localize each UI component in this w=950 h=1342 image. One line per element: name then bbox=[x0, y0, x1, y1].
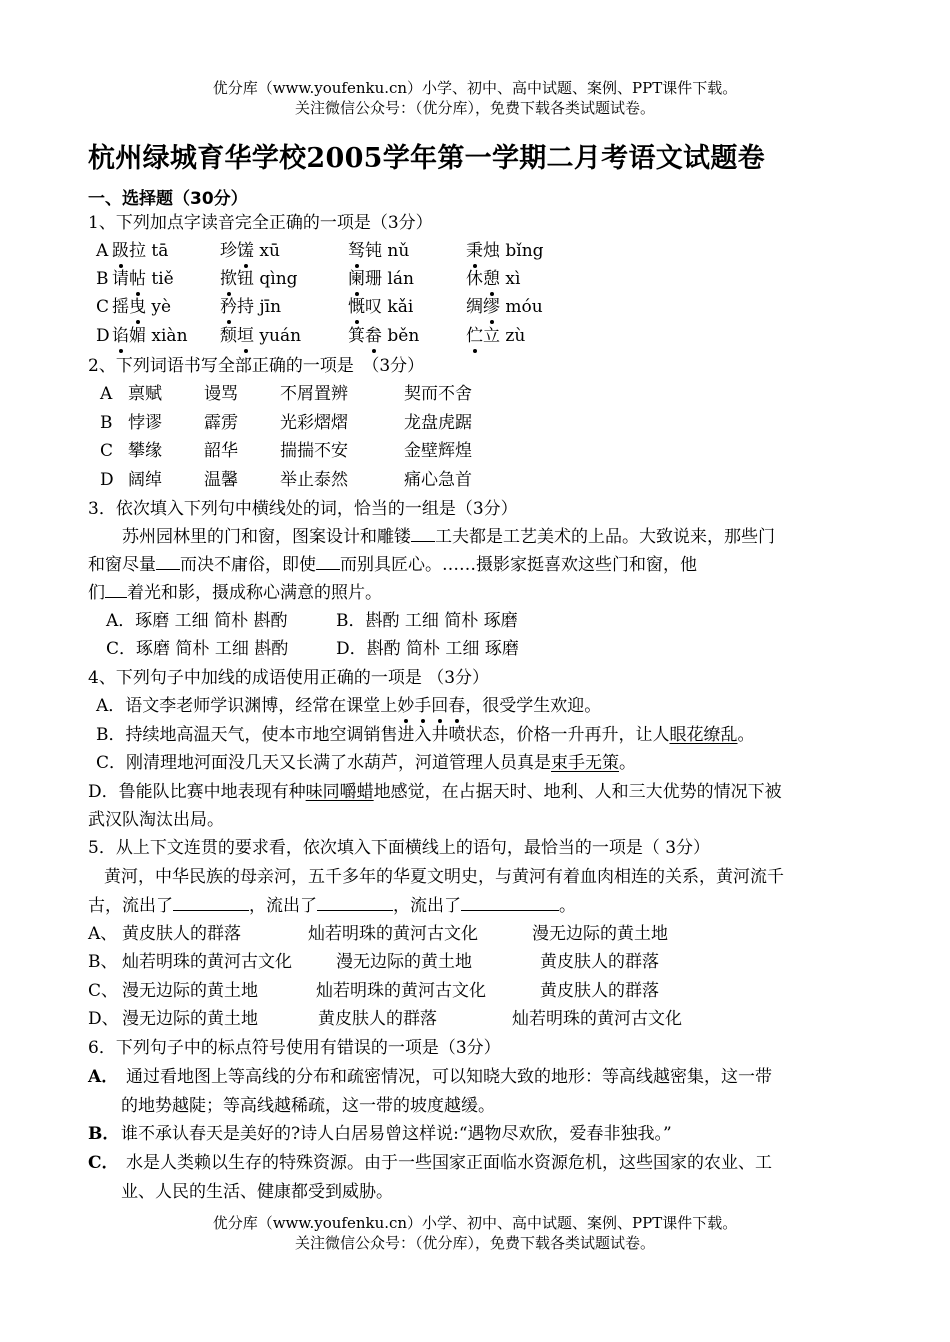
q4-option-a bbox=[96, 692, 601, 720]
q1-option-word bbox=[112, 237, 168, 265]
word-part: 绸 bbox=[466, 297, 483, 317]
q2-option-label: B bbox=[100, 413, 113, 433]
dotted-char: 帖 bbox=[129, 265, 146, 293]
q1-option-label: D bbox=[96, 326, 110, 346]
q4-a-tail: ，很受学生欢迎。 bbox=[465, 696, 602, 716]
q1-option-word bbox=[112, 265, 174, 293]
word-part: xū bbox=[254, 241, 280, 261]
word-part: 立 zù bbox=[483, 326, 526, 346]
dotted-char: 曳 bbox=[129, 293, 146, 321]
q3-option-b: B．斟酌 工细 简朴 琢磨 bbox=[336, 611, 518, 631]
q5-option-phrase: 漫无边际的黄土地 bbox=[336, 952, 472, 972]
q1-option-word bbox=[348, 237, 409, 265]
header-line-1: 优分库（www.youfenku.cn）小学、初中、高中试题、案例、PPT课件下载。 bbox=[212, 79, 738, 97]
q2-option-word: 龙盘虎踞 bbox=[404, 413, 472, 433]
q5-option-phrase: 灿若明珠的黄河古文化 bbox=[308, 924, 478, 944]
word-part: 叹 kǎi bbox=[365, 297, 414, 317]
q2-option-word: 痛心急首 bbox=[404, 470, 472, 490]
q5-passage-line-2 bbox=[88, 892, 576, 920]
q5-option-phrase: 黄皮肤人的群落 bbox=[540, 952, 659, 972]
footer-line-2: 关注微信公众号：（优分库），免费下载各类试题试卷。 bbox=[294, 1234, 655, 1252]
word-part: yuán bbox=[254, 326, 302, 346]
q1-option-word bbox=[348, 265, 414, 293]
dotted-char: 秉 bbox=[466, 237, 483, 265]
fill-blank bbox=[317, 894, 393, 911]
q1-option-word bbox=[220, 237, 280, 265]
q6-a-line-2: 的地势越陡；等高线越稀疏，这一带的坡度越缓。 bbox=[121, 1096, 495, 1116]
q1-option-word bbox=[220, 265, 298, 293]
q6-c-line-2: 业、人民的生活、健康都受到威胁。 bbox=[121, 1182, 393, 1202]
dotted-char: 驽 bbox=[348, 237, 365, 265]
q4-option-b bbox=[96, 721, 755, 749]
q2-option-word: 悖谬 bbox=[128, 413, 162, 433]
q5-option-phrase: 黄皮肤人的群落 bbox=[318, 1009, 437, 1029]
q4-b-text: B．持续地高温天气，使本市地空调销售进入井喷状态，价格一升再升，让人 bbox=[96, 725, 670, 745]
word-part: 珍 bbox=[220, 241, 237, 261]
page-footer bbox=[0, 1213, 950, 1253]
q1-option-label: B bbox=[96, 269, 109, 289]
q5-option-phrase: 黄皮肤人的群落 bbox=[540, 981, 659, 1001]
q4-c-text: C．刚清理地河面没几天又长满了水葫芦，河道管理人员真是 bbox=[96, 753, 552, 773]
q2-option-word: 霹雳 bbox=[204, 413, 238, 433]
word-part: 颓 bbox=[220, 326, 237, 346]
q3-text-1a: 苏州园林里的门和窗，图案设计和雕镂 bbox=[122, 527, 411, 547]
q4-c-tail: 。 bbox=[619, 753, 637, 773]
q5-stem: 5．从上下文连贯的要求看，依次填入下面横线上的语句，最恰当的一项是（ 3分） bbox=[88, 838, 711, 858]
q1-stem: 1、下列加点字读音完全正确的一项是（3分） bbox=[88, 213, 433, 233]
q1-option-word bbox=[348, 293, 413, 321]
q1-option-word bbox=[112, 293, 171, 321]
word-part: xì bbox=[500, 269, 521, 289]
q3-text-2a: 和窗尽量 bbox=[88, 555, 156, 575]
q2-option-label: C bbox=[100, 441, 114, 461]
q2-option-word: 契而不舍 bbox=[404, 384, 472, 404]
q5-option-label: B、 bbox=[88, 952, 118, 972]
q5-option-phrase: 漫无边际的黄土地 bbox=[122, 1009, 258, 1029]
dotted-char: 慨 bbox=[348, 293, 365, 321]
page-header bbox=[0, 78, 950, 118]
exam-title: 杭州绿城育华学校2005学年第一学期二月考语文试题卷 bbox=[88, 143, 765, 174]
q4-b-idiom: 眼花缭乱 bbox=[669, 725, 738, 745]
q3-text-2b: 而决不庸俗，即使 bbox=[180, 555, 316, 575]
word-part: 珊 lán bbox=[365, 269, 414, 289]
q6-c-label: C． bbox=[88, 1153, 119, 1173]
q2-option-word: 温馨 bbox=[204, 470, 238, 490]
q4-a-idiom bbox=[397, 696, 465, 716]
q5-option-phrase: 漫无边际的黄土地 bbox=[122, 981, 258, 1001]
q4-d-idiom: 味同嚼蜡 bbox=[305, 782, 374, 802]
dotted-char: 春 bbox=[448, 692, 465, 720]
fill-blank bbox=[173, 894, 249, 911]
q2-option-word: 禀赋 bbox=[128, 384, 162, 404]
q3-text-2c: 而别具匠心。……摄影家挺喜欢这些门和窗，他 bbox=[340, 555, 697, 575]
q6-stem: 6．下列句子中的标点符号使用有错误的一项是（3分） bbox=[88, 1038, 501, 1058]
q1-option-label: A bbox=[96, 241, 109, 261]
word-part: 媚 xiàn bbox=[129, 326, 188, 346]
q5-option-phrase: 灿若明珠的黄河古文化 bbox=[316, 981, 486, 1001]
fill-blank bbox=[316, 553, 340, 570]
q3-text-3a: 们 bbox=[88, 583, 105, 603]
word-part: 持 jīn bbox=[237, 297, 282, 317]
q3-passage-line-3 bbox=[88, 579, 382, 607]
word-part: 箕 bbox=[348, 326, 365, 346]
word-part: běn bbox=[382, 326, 420, 346]
q6-b-label: B． bbox=[88, 1124, 120, 1144]
q4-option-d-line-2: 武汉队淘汰出局。 bbox=[88, 810, 224, 830]
q5-option-label: C、 bbox=[88, 981, 119, 1001]
q2-option-word: 谩骂 bbox=[204, 384, 238, 404]
header-line-2: 关注微信公众号：（优分库），免费下载各类试题试卷。 bbox=[294, 99, 655, 117]
q5-option-phrase: 灿若明珠的黄河古文化 bbox=[122, 952, 292, 972]
q2-option-label: A bbox=[100, 384, 113, 404]
q2-option-word: 不屑置辨 bbox=[280, 384, 348, 404]
word-part: 烛 bǐng bbox=[483, 241, 544, 261]
q2-stem: 2、下列词语书写全部正确的一项是 （3分） bbox=[88, 356, 425, 376]
q2-option-word: 攀缘 bbox=[128, 441, 162, 461]
q5-option-label: A、 bbox=[88, 924, 118, 944]
q3-passage-line-1 bbox=[122, 523, 775, 551]
q2-option-word: 举止泰然 bbox=[280, 470, 348, 490]
dotted-char: 缪 bbox=[483, 293, 500, 321]
q4-d-tail: 地感觉，在占据天时、地利、人和三大优势的情况下被 bbox=[373, 782, 782, 802]
q2-option-word: 金壁辉煌 bbox=[404, 441, 472, 461]
q5-text-2d: 。 bbox=[559, 896, 576, 916]
q2-option-word: 韶华 bbox=[204, 441, 238, 461]
q1-option-word bbox=[466, 237, 544, 265]
q5-option-phrase: 黄皮肤人的群落 bbox=[122, 924, 241, 944]
dotted-char: 揿 bbox=[220, 265, 237, 293]
q1-option-word bbox=[466, 265, 520, 293]
q3-passage-line-2 bbox=[88, 551, 697, 579]
q4-stem: 4、下列句子中加线的成语使用正确的一项是 （3分） bbox=[88, 668, 490, 688]
q4-a-text: A．语文李老师学识渊博，经常在课堂上 bbox=[96, 696, 398, 716]
word-part: 摇 bbox=[112, 297, 129, 317]
word-part: 钝 nǔ bbox=[365, 241, 410, 261]
q5-option-phrase: 灿若明珠的黄河古文化 bbox=[512, 1009, 682, 1029]
q6-a-line-1: 通过看地图上等高线的分布和疏密情况，可以知晓大致的地形：等高线越密集，这一带 bbox=[126, 1067, 772, 1087]
dotted-char: 憩 bbox=[483, 265, 500, 293]
q2-option-word: 光彩熠熠 bbox=[280, 413, 348, 433]
dotted-char: 畚 bbox=[365, 322, 382, 350]
q6-c-line-1: 水是人类赖以生存的特殊资源。由于一些国家正面临水资源危机，这些国家的农业、工 bbox=[126, 1153, 772, 1173]
q5-option-phrase: 漫无边际的黄土地 bbox=[532, 924, 668, 944]
word-part: tiě bbox=[146, 269, 174, 289]
fill-blank bbox=[105, 581, 127, 598]
q3-option-d: D．斟酌 简朴 工细 琢磨 bbox=[336, 639, 519, 659]
dotted-char: 馐 bbox=[237, 237, 254, 265]
q5-text-2c: ，流出了 bbox=[393, 896, 461, 916]
q1-option-word bbox=[466, 293, 543, 321]
dotted-char: 矜 bbox=[220, 293, 237, 321]
word-part: 钮 qìng bbox=[237, 269, 298, 289]
dotted-char: 阑 bbox=[348, 265, 365, 293]
fill-blank bbox=[156, 553, 180, 570]
q3-text-1b: 工夫都是工艺美术的上品。大致说来，那些门 bbox=[435, 527, 775, 547]
q6-b-line-1: 谁不承认春天是美好的?诗人白居易曾这样说:“遇物尽欢欣，爱春非独我。” bbox=[121, 1124, 672, 1144]
dotted-char: 回 bbox=[431, 692, 448, 720]
q1-option-word bbox=[466, 322, 525, 350]
word-part: móu bbox=[500, 297, 543, 317]
q3-option-a: A．琢磨 工细 简朴 斟酌 bbox=[106, 611, 288, 631]
q2-option-word: 阔绰 bbox=[128, 470, 162, 490]
q4-option-d bbox=[88, 778, 782, 806]
q1-option-word bbox=[112, 322, 188, 350]
q1-option-word bbox=[348, 322, 419, 350]
q3-option-c: C．琢磨 简朴 工细 斟酌 bbox=[106, 639, 289, 659]
dotted-char: 手 bbox=[414, 692, 431, 720]
q6-a-label: A． bbox=[88, 1067, 119, 1087]
q3-text-3b: 着光和影，摄成称心满意的照片。 bbox=[127, 583, 382, 603]
q5-passage-line-1: 黄河，中华民族的母亲河，五千多年的华夏文明史，与黄河有着血肉相连的关系，黄河流千 bbox=[104, 867, 784, 887]
section-heading: 一、选择题（30分） bbox=[88, 189, 248, 209]
dotted-char: 谄 bbox=[112, 322, 129, 350]
q5-option-label: D、 bbox=[88, 1009, 119, 1029]
q1-option-word bbox=[220, 293, 281, 321]
q5-text-2b: ，流出了 bbox=[249, 896, 317, 916]
fill-blank bbox=[411, 525, 435, 542]
word-part: 休 bbox=[466, 269, 483, 289]
q3-stem: 3．依次填入下列句中横线处的词，恰当的一组是（3分） bbox=[88, 499, 518, 519]
q5-text-2a: 古，流出了 bbox=[88, 896, 173, 916]
fill-blank bbox=[461, 894, 559, 911]
word-part: 拉 tā bbox=[129, 241, 169, 261]
q1-option-word bbox=[220, 322, 301, 350]
q4-option-c bbox=[96, 749, 636, 777]
q1-option-label: C bbox=[96, 297, 110, 317]
q4-b-tail: 。 bbox=[737, 725, 755, 745]
word-part: 请 bbox=[112, 269, 129, 289]
dotted-char: 伫 bbox=[466, 322, 483, 350]
dotted-char: 趿 bbox=[112, 237, 129, 265]
q4-c-idiom: 束手无策 bbox=[551, 753, 620, 773]
q2-option-word: 揣揣不安 bbox=[280, 441, 348, 461]
dotted-char: 垣 bbox=[237, 322, 254, 350]
q4-d-text: D．鲁能队比赛中地表现有种 bbox=[88, 782, 306, 802]
dotted-char: 妙 bbox=[397, 692, 414, 720]
word-part: yè bbox=[146, 297, 172, 317]
footer-line-1: 优分库（www.youfenku.cn）小学、初中、高中试题、案例、PPT课件下载。 bbox=[212, 1214, 738, 1232]
q2-option-label: D bbox=[100, 470, 114, 490]
